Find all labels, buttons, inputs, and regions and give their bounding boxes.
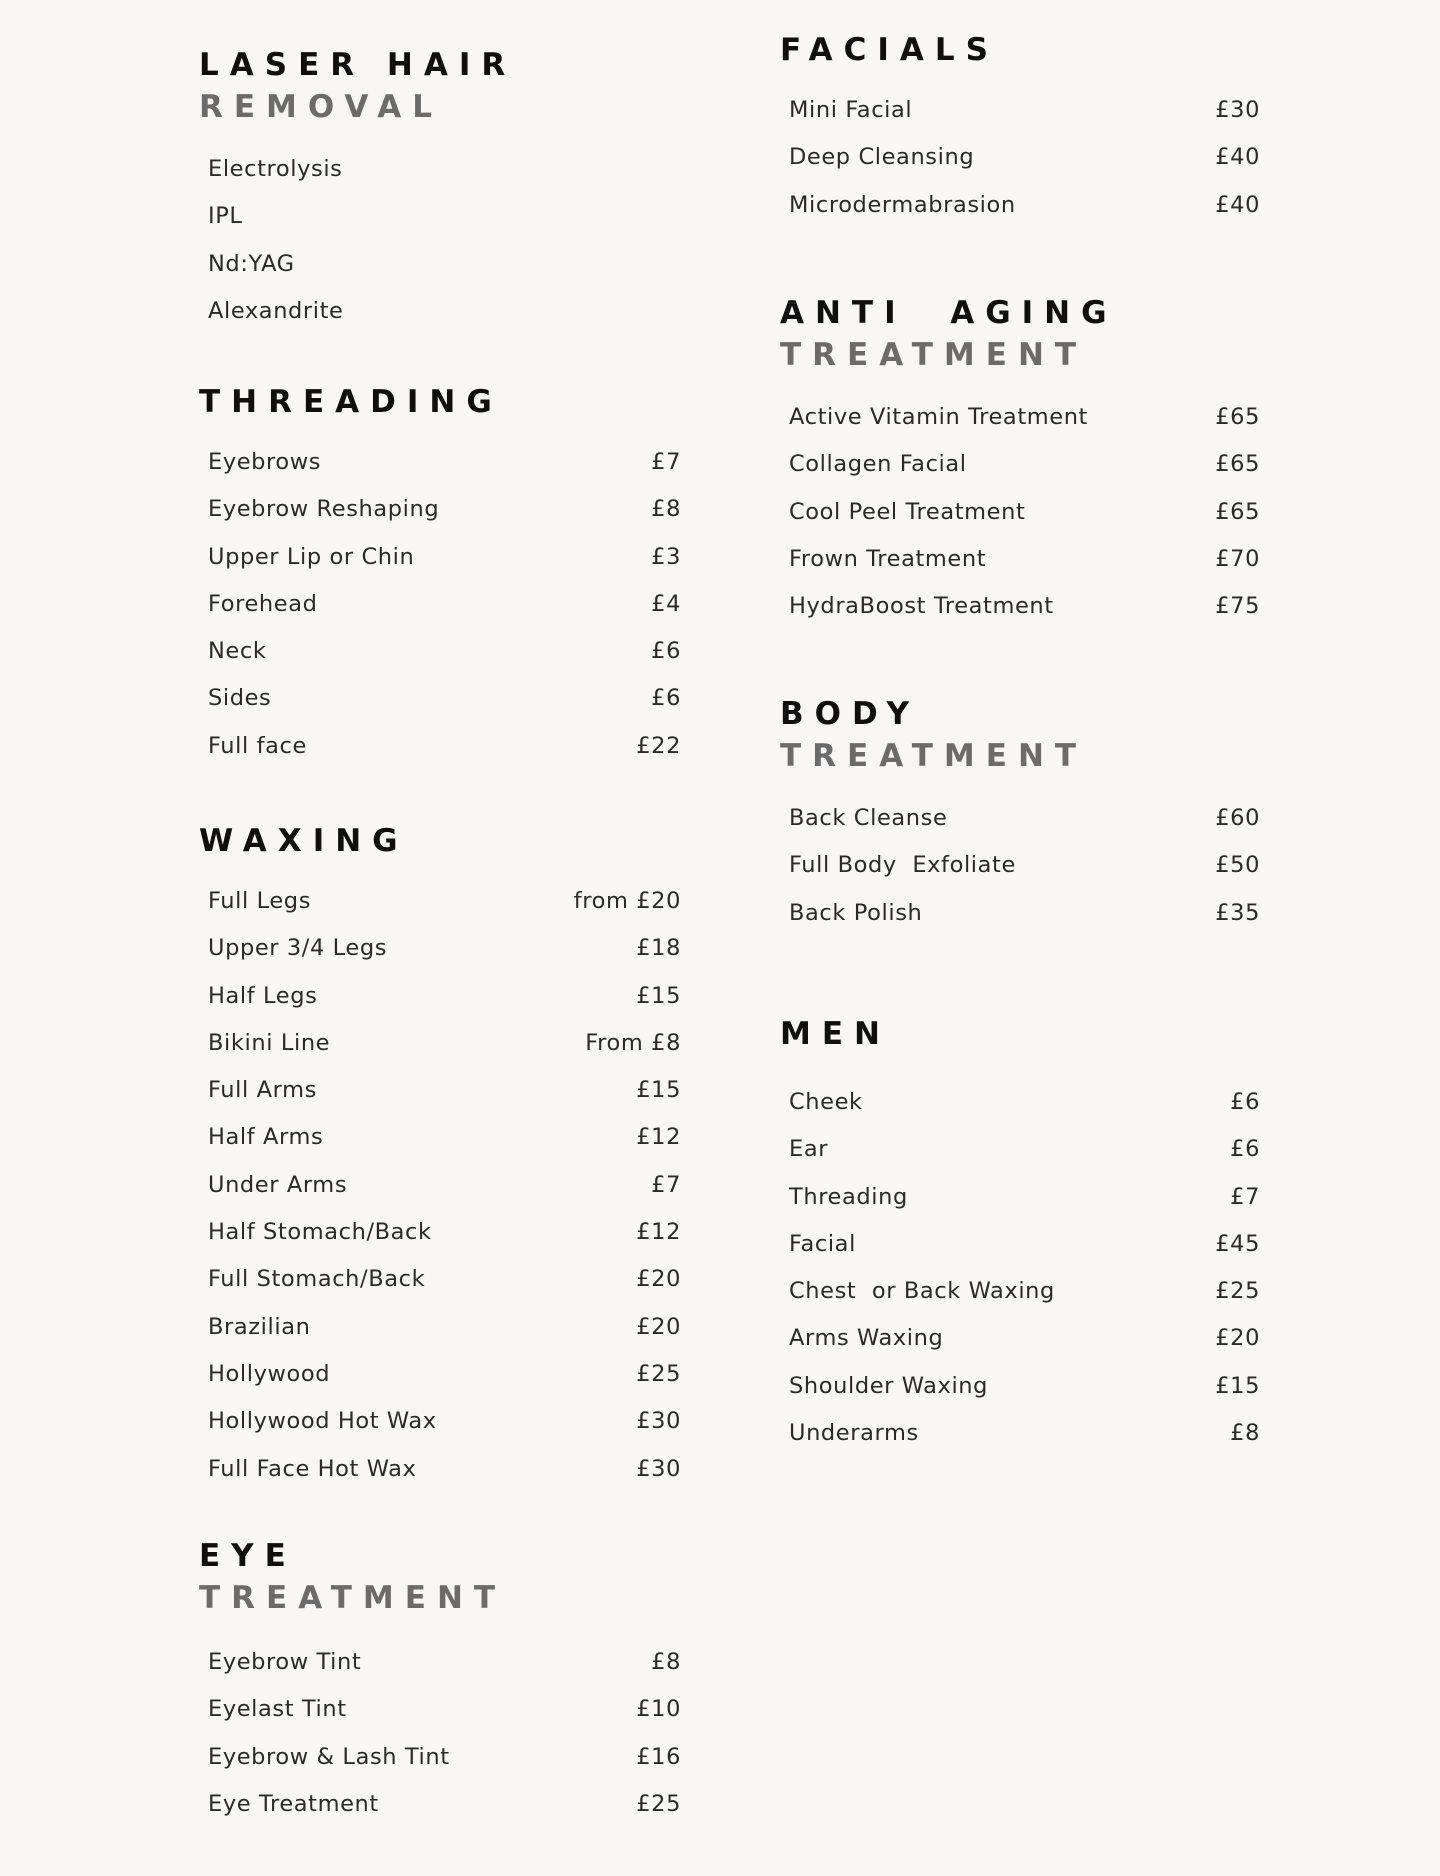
price-row [789, 1420, 1260, 1467]
price-row [789, 593, 1260, 640]
item-name: Cheek [789, 1089, 863, 1115]
price-row [789, 144, 1260, 191]
price-row [789, 451, 1260, 498]
price-row [208, 1408, 681, 1455]
item-name: Brazilian [208, 1313, 311, 1340]
laser-hair-removal-section [199, 44, 681, 324]
price-row [789, 1136, 1260, 1183]
section-title: WAXING [199, 823, 409, 859]
item-name: Eye Treatment [208, 1790, 379, 1817]
section-title: ANTI AGING [780, 295, 1118, 331]
anti-aging-list [789, 404, 1260, 640]
price-row [208, 449, 681, 496]
item-price: £7 [651, 449, 681, 475]
item-name: Upper Lip or Chin [208, 543, 415, 570]
laser-list [208, 156, 681, 345]
price-row [208, 1030, 681, 1077]
item-name: Under Arms [208, 1171, 348, 1198]
item-name: Full Arms [208, 1077, 317, 1104]
item-name: Cool Peel Treatment [789, 498, 1026, 525]
item-name: Mini Facial [789, 97, 913, 123]
item-price: £65 [1215, 404, 1260, 430]
section-subtitle: REMOVAL [199, 89, 444, 125]
price-row [208, 983, 681, 1030]
item-price: from £20 [573, 888, 681, 914]
threading-list [208, 449, 681, 780]
item-name: Deep Cleansing [789, 144, 975, 171]
price-row [789, 1373, 1260, 1420]
item-price: £18 [636, 935, 681, 962]
item-price: £75 [1215, 593, 1260, 620]
price-row [208, 1744, 681, 1791]
price-row [208, 1696, 681, 1743]
body-treatment-section [780, 693, 1260, 926]
list-item [208, 298, 681, 345]
item-name: Eyebrow & Lash Tint [208, 1743, 450, 1770]
item-name: IPL [208, 203, 243, 230]
price-row [789, 499, 1260, 546]
price-row [208, 544, 681, 591]
section-subtitle: TREATMENT [199, 1580, 507, 1616]
anti-aging-section [780, 292, 1260, 620]
item-price: £3 [651, 543, 681, 570]
item-name: Active Vitamin Treatment [789, 404, 1088, 430]
item-price: £60 [1215, 805, 1260, 831]
section-subtitle: TREATMENT [780, 337, 1088, 373]
item-name: Microdermabrasion [789, 191, 1016, 218]
item-name: Collagen Facial [789, 451, 967, 478]
item-name: Forehead [208, 590, 318, 617]
item-name: Eyelast Tint [208, 1696, 347, 1723]
price-row [208, 888, 681, 935]
item-name: Half Arms [208, 1124, 324, 1151]
price-row [208, 733, 681, 780]
item-price: £4 [651, 590, 681, 617]
item-name: Hollywood Hot Wax [208, 1408, 437, 1435]
price-row [208, 685, 681, 732]
section-title: FACIALS [780, 32, 999, 68]
item-name: Half Legs [208, 982, 318, 1009]
list-item [208, 203, 681, 250]
price-row [208, 1361, 681, 1408]
price-row [208, 1077, 681, 1124]
item-name: Full Body Exfoliate [789, 852, 1016, 879]
item-name: Alexandrite [208, 297, 344, 324]
price-row [789, 1089, 1260, 1136]
item-name: Eyebrow Reshaping [208, 496, 440, 523]
item-price: £10 [636, 1696, 681, 1723]
item-name: Full Legs [208, 888, 312, 914]
item-price: £12 [636, 1124, 681, 1151]
item-name: Facial [789, 1230, 856, 1257]
threading-section [199, 381, 681, 759]
item-price: £20 [1215, 1325, 1260, 1352]
price-row [208, 1124, 681, 1171]
item-price: £7 [651, 1171, 681, 1198]
item-price: £70 [1215, 545, 1260, 572]
price-row [789, 97, 1260, 144]
item-name: Half Stomach/Back [208, 1219, 432, 1246]
section-title: THREADING [199, 384, 503, 420]
eye-list [208, 1649, 681, 1838]
item-price: £6 [651, 685, 681, 712]
item-price: £12 [636, 1219, 681, 1246]
item-price: £30 [636, 1408, 681, 1435]
item-name: Full face [208, 732, 307, 759]
list-item [208, 156, 681, 203]
list-item [208, 251, 681, 298]
item-price: £30 [1215, 97, 1260, 123]
item-price: £35 [1215, 899, 1260, 926]
item-price: £16 [636, 1743, 681, 1770]
item-name: Hollywood [208, 1360, 331, 1387]
item-name: Full Face Hot Wax [208, 1455, 417, 1482]
price-row [789, 192, 1260, 239]
item-name: Neck [208, 638, 267, 665]
item-price: £15 [636, 1077, 681, 1104]
price-row [208, 1172, 681, 1219]
item-name: Shoulder Waxing [789, 1372, 989, 1399]
price-row [208, 1649, 681, 1696]
price-row [208, 1791, 681, 1838]
item-name: Threading [789, 1183, 908, 1210]
price-row [789, 404, 1260, 451]
item-price: £45 [1215, 1230, 1260, 1257]
waxing-list [208, 888, 681, 1503]
item-price: £6 [1230, 1089, 1260, 1115]
men-list [789, 1089, 1260, 1467]
item-price: £15 [636, 982, 681, 1009]
price-row [789, 1184, 1260, 1231]
item-price: £8 [651, 1649, 681, 1675]
item-name: HydraBoost Treatment [789, 593, 1054, 620]
item-price: £20 [636, 1313, 681, 1340]
item-name: Chest or Back Waxing [789, 1278, 1055, 1305]
price-row [208, 1219, 681, 1266]
section-title: BODY [780, 696, 920, 732]
price-row [208, 1266, 681, 1313]
item-price: £65 [1215, 451, 1260, 478]
item-name: Back Cleanse [789, 805, 948, 831]
eye-treatment-section [199, 1535, 681, 1817]
price-row [789, 1325, 1260, 1372]
item-price: £40 [1215, 191, 1260, 218]
item-name: Bikini Line [208, 1029, 331, 1056]
section-title: MEN [780, 1016, 891, 1052]
item-name: Full Stomach/Back [208, 1266, 426, 1293]
item-price: £6 [1230, 1136, 1260, 1163]
section-title: LASER HAIR [199, 47, 517, 83]
item-price: £15 [1215, 1372, 1260, 1399]
price-row [789, 852, 1260, 899]
waxing-section [199, 820, 681, 1482]
item-price: £7 [1230, 1183, 1260, 1210]
item-name: Nd:YAG [208, 250, 295, 277]
price-row [208, 1456, 681, 1503]
item-name: Back Polish [789, 899, 923, 926]
item-name: Frown Treatment [789, 545, 987, 572]
price-row [789, 546, 1260, 593]
facials-section [780, 29, 1260, 218]
item-price: £25 [636, 1790, 681, 1817]
facials-list [789, 97, 1260, 239]
price-row [208, 638, 681, 685]
price-row [789, 1231, 1260, 1278]
item-price: £22 [636, 732, 681, 759]
item-name: Underarms [789, 1420, 919, 1447]
item-price: £65 [1215, 498, 1260, 525]
item-price: £8 [1230, 1420, 1260, 1447]
price-row [208, 935, 681, 982]
item-price: £30 [636, 1455, 681, 1482]
item-price: £8 [651, 496, 681, 523]
price-row [208, 1314, 681, 1361]
price-row [789, 900, 1260, 947]
men-section [780, 1013, 1260, 1447]
item-price: From £8 [585, 1029, 681, 1056]
section-subtitle: TREATMENT [780, 738, 1088, 774]
item-name: Arms Waxing [789, 1325, 944, 1352]
item-price: £25 [1215, 1278, 1260, 1305]
price-row [208, 496, 681, 543]
item-name: Eyebrow Tint [208, 1649, 362, 1675]
item-name: Sides [208, 685, 272, 712]
section-title: EYE [199, 1538, 297, 1574]
body-list [789, 805, 1260, 947]
item-name: Upper 3/4 Legs [208, 935, 388, 962]
price-row [789, 1278, 1260, 1325]
item-name: Eyebrows [208, 449, 322, 475]
item-name: Electrolysis [208, 156, 343, 182]
item-price: £40 [1215, 144, 1260, 171]
price-row [789, 805, 1260, 852]
item-price: £20 [636, 1266, 681, 1293]
item-price: £6 [651, 638, 681, 665]
item-name: Ear [789, 1136, 829, 1163]
item-price: £25 [636, 1360, 681, 1387]
price-row [208, 591, 681, 638]
item-price: £50 [1215, 852, 1260, 879]
